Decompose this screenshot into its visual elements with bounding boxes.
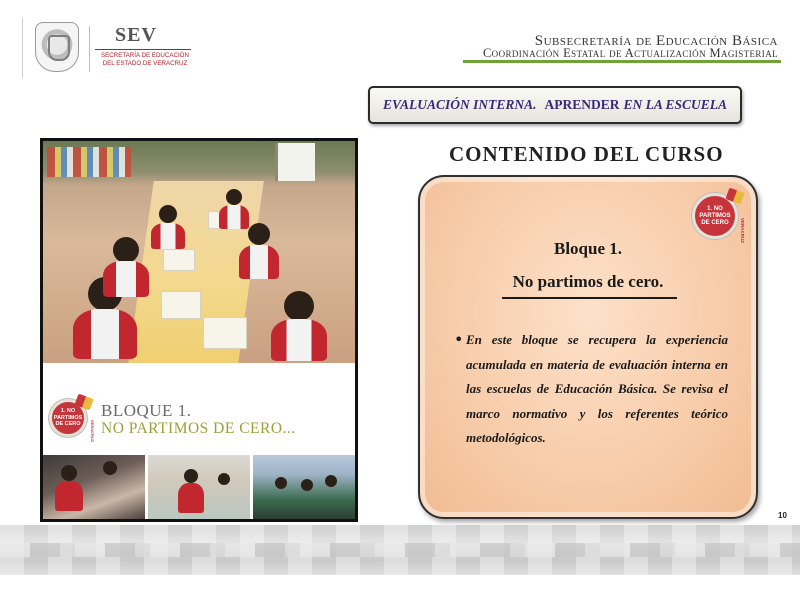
banner-part2: APRENDER bbox=[544, 97, 620, 112]
thumbnail-strip bbox=[43, 455, 355, 519]
classroom-photo bbox=[43, 141, 355, 363]
course-title: CONTENIDO DEL CURSO bbox=[449, 142, 724, 166]
thumbnail-photo bbox=[148, 455, 250, 519]
header-underline bbox=[463, 60, 781, 63]
no-partimos-de-cero-badge-icon: 1. NO PARTIMOS DE CERO VERACRUZ bbox=[49, 399, 87, 437]
logo-subtitle-line1: SECRETARÍA DE EDUCACIÓN bbox=[101, 52, 189, 59]
banner-part3: EN LA ESCUELA bbox=[623, 97, 728, 112]
bloque-logo-band bbox=[43, 363, 355, 455]
logo-rule bbox=[95, 49, 191, 50]
thumbnail-photo bbox=[43, 455, 145, 519]
bloque-subheading: NO PARTIMOS DE CERO... bbox=[101, 420, 296, 437]
logo-divider bbox=[89, 26, 90, 72]
card-body-text: En este bloque se recupera la experiencia acumulada en materia de evaluación interna en las escuelas de Educación Básica. Se revisa el marco normativo y los referentes teórico metodológicos. bbox=[466, 332, 728, 445]
header-title: Subsecretaría de Educación Básica bbox=[534, 33, 778, 49]
classroom-photo-panel bbox=[40, 138, 358, 522]
student-figure bbox=[271, 291, 327, 361]
bloque-content-card bbox=[418, 175, 758, 519]
logo-subtitle-line2: DEL ESTADO DE VERACRUZ bbox=[102, 60, 188, 67]
bloque-heading: BLOQUE 1. bbox=[101, 401, 192, 420]
card-title-underline bbox=[502, 297, 677, 299]
student-figure bbox=[151, 205, 185, 249]
student-figure bbox=[239, 223, 279, 279]
no-partimos-de-cero-badge-icon: 1. NO PARTIMOS DE CERO VERACRUZ bbox=[692, 193, 738, 239]
veracruz-coat-of-arms-icon bbox=[35, 22, 79, 72]
student-figure bbox=[219, 189, 249, 229]
thumbnail-photo bbox=[253, 455, 355, 519]
card-bloque-subtitle: No partimos de cero. bbox=[512, 272, 664, 291]
page-number: 10 bbox=[778, 511, 787, 520]
banner-part1: EVALUACIÓN INTERNA. bbox=[382, 97, 537, 112]
header-subtitle: Coordinación Estatal de Actualización Magisterial bbox=[482, 46, 778, 60]
bullet-icon: • bbox=[454, 330, 464, 349]
logo-acronym: SEV bbox=[115, 24, 157, 46]
course-banner bbox=[368, 86, 742, 124]
sev-logo bbox=[22, 18, 192, 78]
logo-subtitle bbox=[93, 52, 197, 68]
footer-decorative-band bbox=[0, 525, 800, 575]
card-bloque-title: Bloque 1. bbox=[553, 239, 623, 258]
student-figure bbox=[103, 237, 149, 297]
